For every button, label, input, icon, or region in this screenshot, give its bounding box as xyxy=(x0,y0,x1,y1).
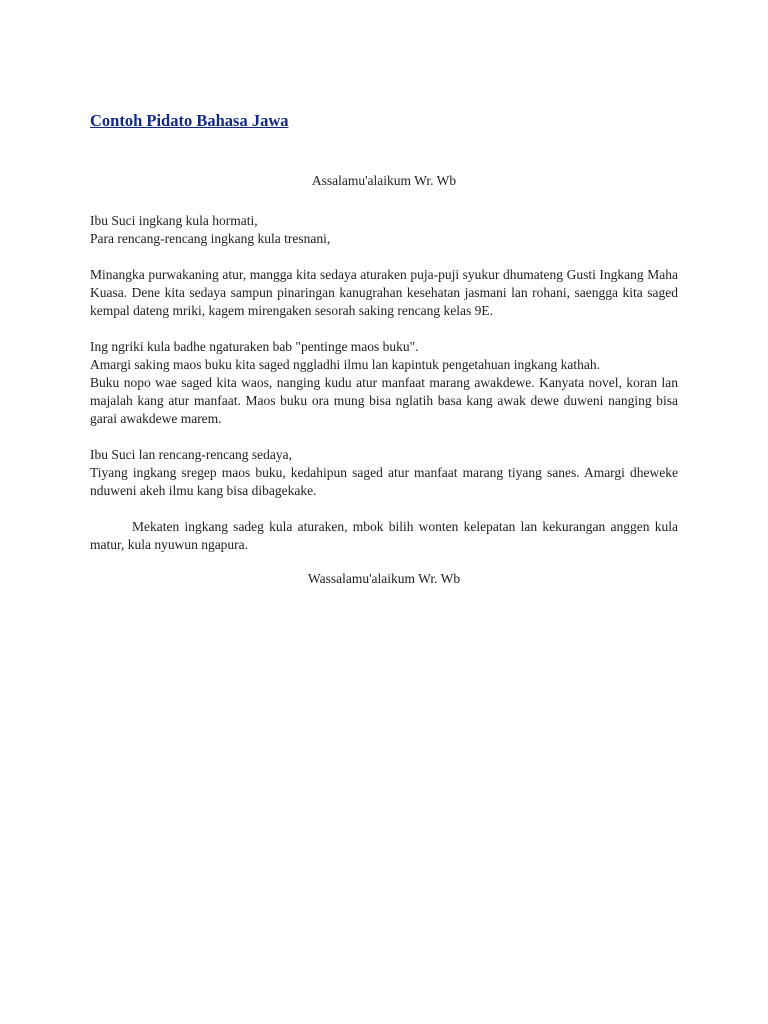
body-line-reason: Amargi saking maos buku kita saged nggladhi ilmu lan kapintuk pengetahuan ingkang kathah. xyxy=(90,357,601,372)
salutation-line-2: Para rencang-rencang ingkang kula tresnani, xyxy=(90,231,331,246)
apology-paragraph: Mekaten ingkang sadeg kula aturaken, mbok bilih wonten kelepatan lan kekurangan anggen kula matur, kula nyuwun ngapura. xyxy=(90,519,678,552)
opening-greeting: Assalamu'alaikum Wr. Wb xyxy=(311,173,457,188)
document-page xyxy=(90,108,678,588)
closing-farewell: Wassalamu'alaikum Wr. Wb xyxy=(307,571,461,586)
salutation xyxy=(90,212,678,248)
body-line-topic: Ing ngriki kula badhe ngaturaken bab "pentinge maos buku". xyxy=(90,339,419,354)
closing-address: Ibu Suci lan rencang-rencang sedaya, xyxy=(90,447,293,462)
salutation-line-1: Ibu Suci ingkang kula hormati, xyxy=(90,213,258,228)
intro-paragraph: Minangka purwakaning atur, mangga kita sedaya aturaken puja-puji syukur dhumateng Gusti Ingkang Maha Kuasa. Dene kita sedaya sampun pinaringan kanugrahan kesehatan jasmani lan rohani, saengga kita saged kempal dateng mriki, kagem mirengaken sesorah saking rencang kelas 9E. xyxy=(90,267,678,318)
closing-text: Tiyang ingkang sregep maos buku, kedahipun saged atur manfaat marang tiyang sanes. Amargi dheweke nduweni akeh ilmu kang bisa dibagekake. xyxy=(90,465,678,498)
closing-paragraph xyxy=(90,446,678,500)
document-title: Contoh Pidato Bahasa Jawa xyxy=(90,111,289,130)
body-paragraph xyxy=(90,338,678,428)
body-text: Buku nopo wae saged kita waos, nanging kudu atur manfaat marang awakdewe. Kanyata novel, koran lan majalah kang atur manfaat. Maos buku ora mung bisa nglatih basa kang awak dewe duweni nanging bisa garai awakdewe marem. xyxy=(90,375,678,426)
